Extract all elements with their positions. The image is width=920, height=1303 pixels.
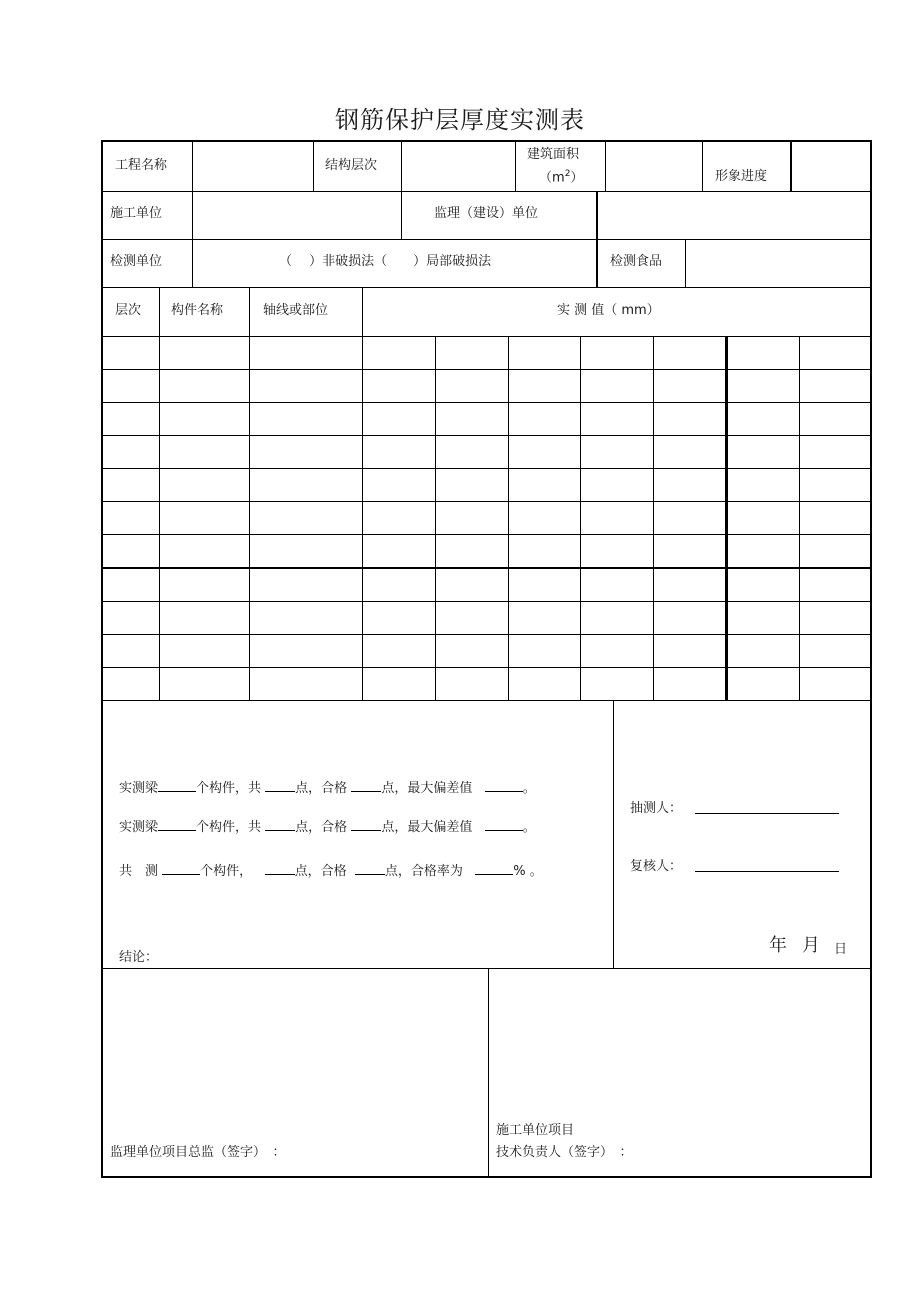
row-divider (103, 435, 870, 436)
page-title: 钢筋保护层厚度实测表 (335, 106, 585, 134)
col-divider (249, 287, 250, 700)
inspection-item-label: 检测食品 (610, 254, 663, 269)
row-divider (103, 468, 870, 469)
col-divider (313, 142, 314, 191)
row-divider (103, 601, 870, 602)
col-divider (192, 239, 193, 287)
row-divider (103, 239, 870, 240)
sampler-label: 抽测人： (630, 801, 683, 816)
supervision-unit-label: 监理（建设）单位 (434, 206, 539, 221)
contractor-signature-label-line1: 施工单位项目 (496, 1123, 575, 1138)
summary-line-2: 实测梁 个构件，共 点，合格 点，最大偏差值 。 (119, 820, 536, 835)
row-divider (103, 634, 870, 635)
col-header-member-name: 构件名称 (171, 303, 224, 318)
inspection-unit-label: 检测单位 (110, 254, 163, 269)
col-divider (159, 287, 160, 700)
col-divider (726, 336, 728, 700)
inspection-form (101, 140, 872, 1178)
progress-label: 形象进度 (715, 169, 768, 184)
col-divider (653, 336, 654, 700)
col-divider (790, 142, 792, 191)
reviewer-signature-line (695, 871, 839, 872)
col-divider (508, 336, 509, 700)
row-divider (103, 968, 870, 969)
col-header-axis-location: 轴线或部位 (263, 303, 329, 318)
building-area-label: 建筑面积 (527, 147, 580, 162)
col-divider (596, 191, 598, 239)
col-header-measured-value: 实 测 值（ mm） (557, 303, 660, 318)
col-divider (580, 336, 581, 700)
col-divider (685, 239, 686, 287)
contractor-signature-label-line2: 技术负责人（签字） ： (496, 1145, 633, 1160)
col-divider (488, 968, 489, 1178)
building-area-unit: $(m^2)$ (539, 169, 584, 186)
col-divider (401, 142, 402, 191)
date-day-label: 日 (834, 942, 848, 957)
col-divider (401, 191, 402, 239)
col-divider (192, 142, 193, 191)
row-divider (103, 667, 870, 668)
col-divider (799, 336, 800, 700)
inspection-method-options: （ ）非破损法（ ）局部破损法 (279, 254, 492, 269)
col-divider (362, 287, 363, 700)
row-divider (103, 191, 870, 192)
date-month-label: 月 (802, 935, 820, 956)
col-divider (192, 191, 193, 239)
col-divider (515, 142, 516, 191)
structure-level-label: 结构层次 (325, 158, 378, 173)
col-divider (596, 239, 598, 287)
row-divider (103, 402, 870, 403)
supervisor-signature-label: 监理单位项目总监（签字） ： (110, 1145, 286, 1160)
row-divider (103, 534, 870, 535)
row-divider (103, 567, 870, 569)
row-divider (103, 369, 870, 370)
col-divider (435, 336, 436, 700)
col-divider (613, 700, 614, 968)
construction-unit-label: 施工单位 (110, 206, 163, 221)
summary-line-1: 实测梁 个构件，共 点，合格 点，最大偏差值 。 (119, 781, 536, 796)
date-year-label: 年 (769, 935, 787, 956)
sampler-signature-line (695, 813, 839, 814)
row-divider (103, 336, 870, 337)
reviewer-label: 复核人： (630, 859, 683, 874)
col-header-level: 层次 (115, 303, 142, 318)
col-divider (702, 142, 703, 191)
row-divider (103, 700, 870, 701)
col-divider (605, 142, 606, 191)
summary-line-3: 共 测 个构件， 点，合格 点，合格率为 % 。 (119, 864, 543, 879)
conclusion-label: 结论： (119, 950, 159, 965)
row-divider (103, 501, 870, 502)
project-name-label: 工程名称 (115, 158, 168, 173)
row-divider (103, 287, 870, 288)
